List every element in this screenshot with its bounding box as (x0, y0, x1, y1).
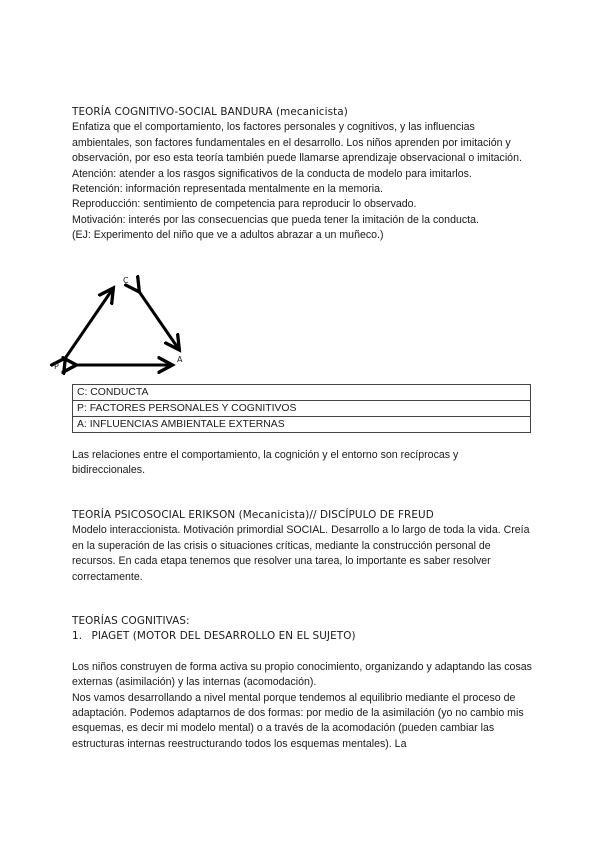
erikson-text: Modelo interaccionista. Motivación primordial SOCIAL. Desarrollo a lo largo de toda la vida. Creía en la superación de las crisis o situaciones críticas, mediante la construcción personal de recursos. En cada etapa tenemos que resolver una tarea, lo importante es saber resolver correctamente. (72, 524, 530, 583)
arrow-c-a (138, 290, 178, 348)
bandura-motivacion: Motivación: interés por las consecuencias que pueda tener la imitación de la conducta. (72, 213, 479, 226)
piaget-para-2: Nos vamos desarrollando a nivel mental porque tendemos al equilibrio mediante el proceso de adaptación. Podemos adaptarnos de dos formas: por medio de la asimilación (yo no cambio mis esquemas, es decir mi modelo mental) o a través de la acomodación (pueden cambiar las estructuras internas reestructurando todos los esquemas mentales). La (72, 691, 524, 750)
legend-row (73, 385, 531, 401)
bandura-atencion: Atención: atender a los rasgos significativos de la conducta de modelo para imitarlos. (72, 167, 472, 180)
bandura-section (72, 105, 532, 244)
bandura-ejemplo: (EJ: Experimento del niño que ve a adultos abrazar a un muñeco.) (72, 229, 384, 242)
diagram-label-c: C (123, 276, 129, 285)
erikson-heading: TEORÍA PSICOSOCIAL ERIKSON (Mecanicista)// DISCÍPULO DE FREUD (72, 509, 434, 521)
relaciones-text: Las relaciones entre el comportamiento, la cognición y el entorno son recíprocas y bidireccionales. (72, 449, 459, 477)
piaget-list-item (72, 629, 532, 644)
diagram-label-p: P (54, 362, 59, 371)
legend-row (73, 401, 531, 417)
cognitivas-section (72, 614, 532, 752)
diagram-label-a: A (177, 355, 183, 364)
piaget-item-number: 1. (72, 630, 83, 643)
bandura-intro: Enfatiza que el comportamiento, los factores personales y cognitivos, y las influencias ambientales, son factores fundamentales en el desarrollo. Los niños aprenden por imitación y observación, por eso esta teoría también puede llamarse aprendizaje observacional o imitación. (72, 121, 522, 165)
erikson-section (72, 508, 532, 585)
legend-cell: A: INFLUENCIAS AMBIENTALE EXTERNAS (73, 417, 531, 433)
reciprocal-triangle-diagram (50, 270, 210, 380)
relaciones-section (72, 448, 532, 479)
bandura-reproduccion: Reproducción: sentimiento de competencia para reproducir lo observado. (72, 198, 417, 211)
piaget-item-label: PIAGET (MOTOR DEL DESARROLLO EN EL SUJETO) (91, 630, 356, 643)
bandura-retencion: Retención: información representada mentalmente en la memoria. (72, 183, 383, 196)
legend-cell: P: FACTORES PERSONALES Y COGNITIVOS (73, 401, 531, 417)
piaget-para-1: Los niños construyen de forma activa su propio conocimiento, organizando y adaptando las cosas externas (asimilación) y las internas (acomodación). (72, 660, 532, 689)
bandura-heading: TEORÍA COGNITIVO-SOCIAL BANDURA (mecanicista) (72, 106, 348, 118)
legend-cell: C: CONDUCTA (73, 385, 531, 401)
arrow-p-c (64, 290, 112, 360)
legend-table (72, 384, 531, 433)
cognitivas-list (72, 629, 532, 644)
legend-row (73, 417, 531, 433)
cognitivas-heading: TEORÍAS COGNITIVAS: (72, 615, 190, 627)
